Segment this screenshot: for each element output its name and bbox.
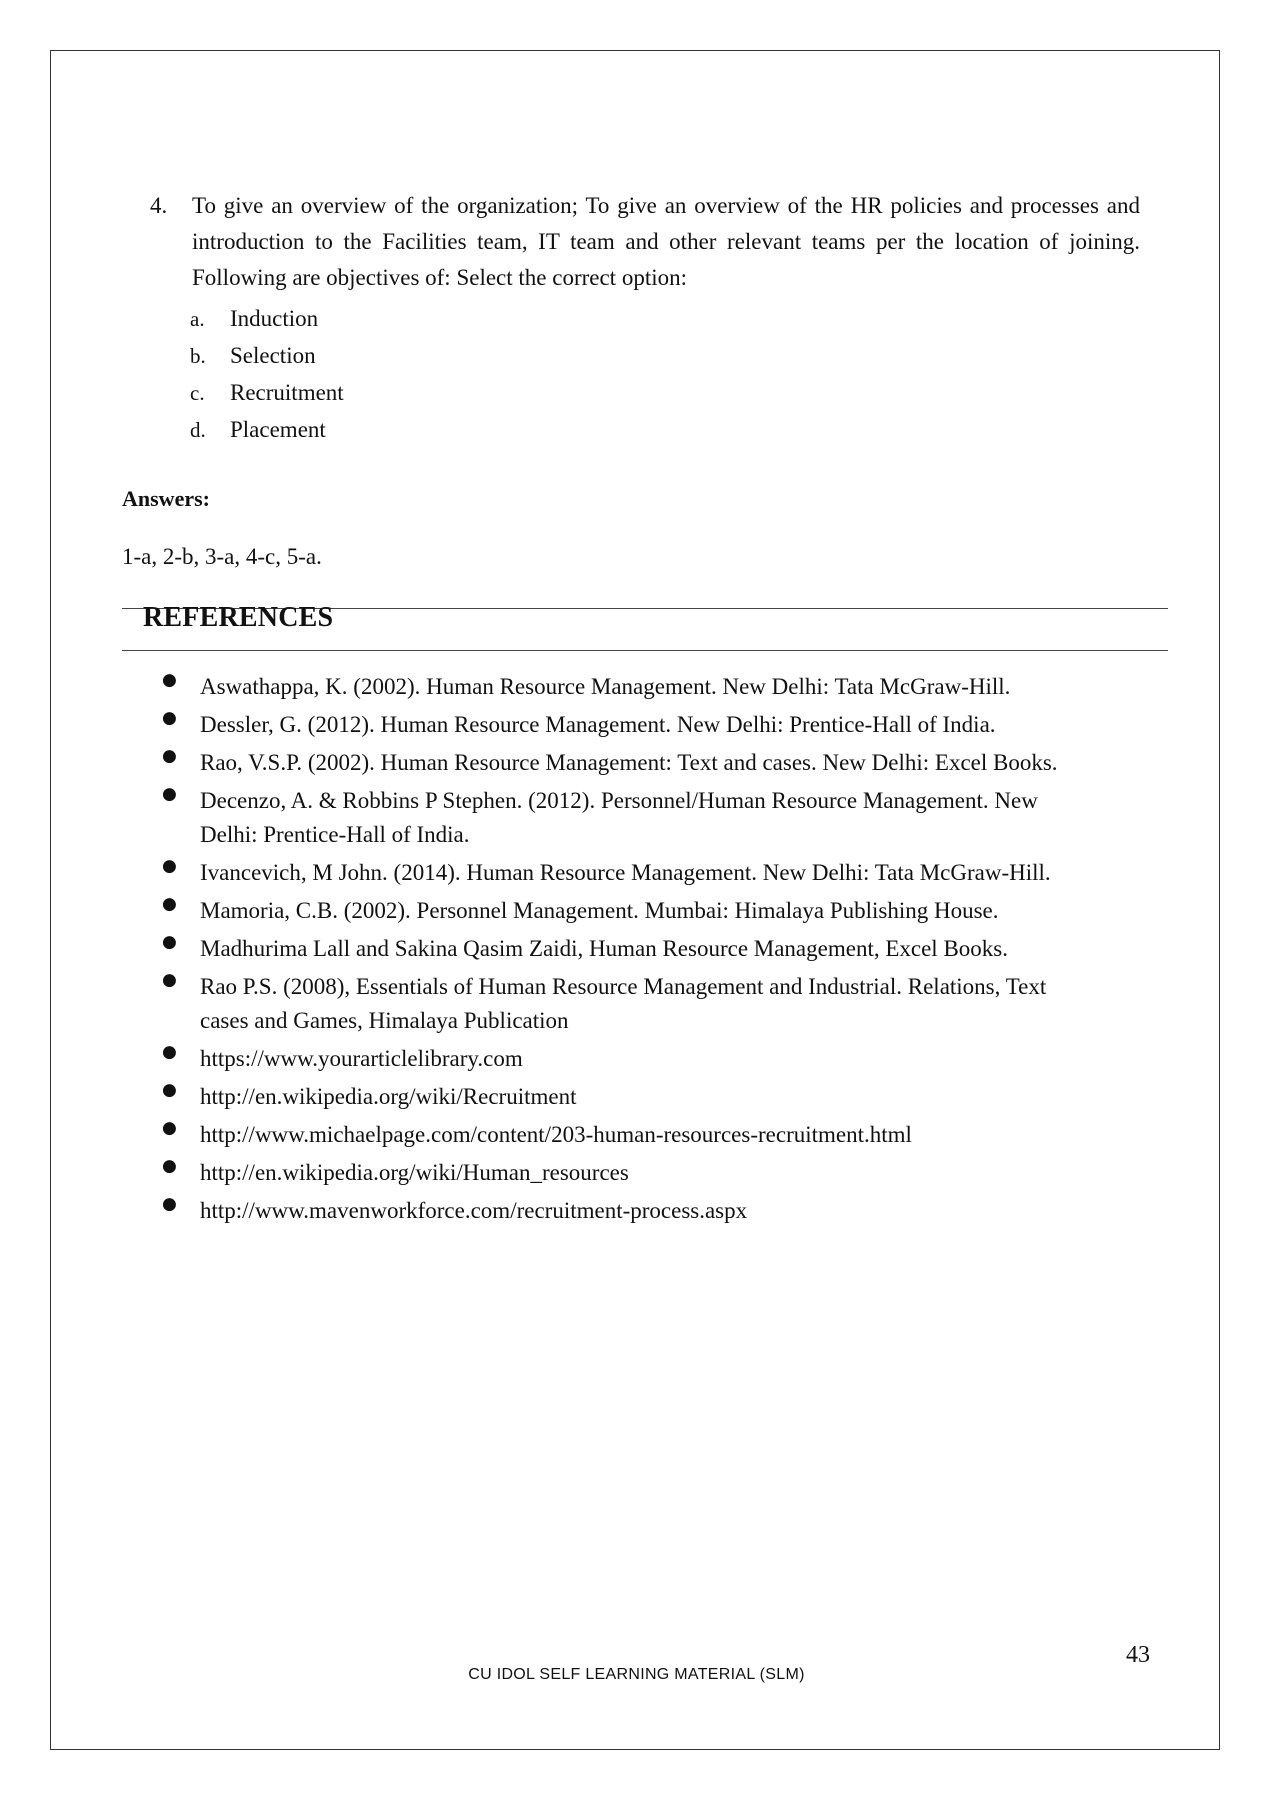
question-options	[190, 300, 344, 448]
references-list	[162, 670, 1162, 1232]
references-heading: REFERENCES	[143, 602, 334, 633]
option-letter: b.	[190, 344, 206, 368]
reference-item: ● Mamoria, C.B. (2002). Personnel Management. Mumbai: Himalaya Publishing House.	[162, 894, 999, 923]
reference-item: ● Aswathappa, K. (2002). Human Resource Management. New Delhi: Tata McGraw-Hill.	[162, 670, 1011, 699]
reference-item: ● Decenzo, A. & Robbins P Stephen. (2012). Personnel/Human Resource Management. New Delhi: Prentice-Hall of India.	[162, 784, 1038, 847]
option-c	[190, 374, 344, 411]
option-text: Recruitment	[230, 380, 344, 405]
bullet-icon: ●	[162, 1194, 177, 1214]
reference-item: ● Rao P.S. (2008), Essentials of Human Resource Management and Industrial. Relations, Text cases and Games, Himalaya Publication	[162, 970, 1047, 1033]
option-a	[190, 300, 344, 337]
page-footer: CU IDOL SELF LEARNING MATERIAL (SLM)	[468, 1666, 805, 1683]
bullet-icon: ●	[162, 856, 177, 876]
reference-item: ● Rao, V.S.P. (2002). Human Resource Management: Text and cases. New Delhi: Excel Books.	[162, 746, 1058, 775]
bullet-icon: ●	[162, 1080, 177, 1100]
option-letter: a.	[190, 307, 205, 331]
option-b	[190, 337, 344, 374]
reference-item: ● http://www.mavenworkforce.com/recruitment-process.aspx	[162, 1194, 748, 1223]
bullet-icon: ●	[162, 970, 177, 990]
bullet-icon: ●	[162, 1042, 177, 1062]
question-text: To give an overview of the organization; To give an overview of the HR policies and processes and introduction to the Facilities team, IT team and other relevant teams per the location of joining. Following are objectives of: Select the correct option:	[192, 193, 1140, 290]
bullet-icon: ●	[162, 1156, 177, 1176]
bullet-icon: ●	[162, 746, 177, 766]
references-bottom-rule	[122, 650, 1168, 651]
option-d	[190, 411, 344, 448]
reference-item: ● Dessler, G. (2012). Human Resource Management. New Delhi: Prentice-Hall of India.	[162, 708, 996, 737]
option-text: Induction	[230, 306, 319, 331]
option-text: Selection	[230, 343, 316, 368]
question-number: 4.	[150, 193, 168, 218]
bullet-icon: ●	[162, 784, 177, 804]
page-number: 43	[1126, 1642, 1150, 1668]
option-letter: d.	[190, 418, 206, 442]
reference-item: ● http://en.wikipedia.org/wiki/Recruitment	[162, 1080, 577, 1109]
answers-heading: Answers:	[122, 486, 210, 511]
option-letter: c.	[190, 381, 205, 405]
bullet-icon: ●	[162, 708, 177, 728]
bullet-icon: ●	[162, 932, 177, 952]
reference-item: ● http://www.michaelpage.com/content/203-human-resources-recruitment.html	[162, 1118, 912, 1147]
bullet-icon: ●	[162, 894, 177, 914]
bullet-icon: ●	[162, 670, 177, 690]
answers-text: 1-a, 2-b, 3-a, 4-c, 5-a.	[122, 544, 322, 569]
reference-item: ● http://en.wikipedia.org/wiki/Human_resources	[162, 1156, 629, 1185]
reference-item: ● Ivancevich, M John. (2014). Human Resource Management. New Delhi: Tata McGraw-Hill.	[162, 856, 1051, 885]
reference-item: ● Madhurima Lall and Sakina Qasim Zaidi, Human Resource Management, Excel Books.	[162, 932, 1008, 961]
reference-item: ● https://www.yourarticlelibrary.com	[162, 1042, 523, 1071]
bullet-icon: ●	[162, 1118, 177, 1138]
option-text: Placement	[230, 417, 326, 442]
